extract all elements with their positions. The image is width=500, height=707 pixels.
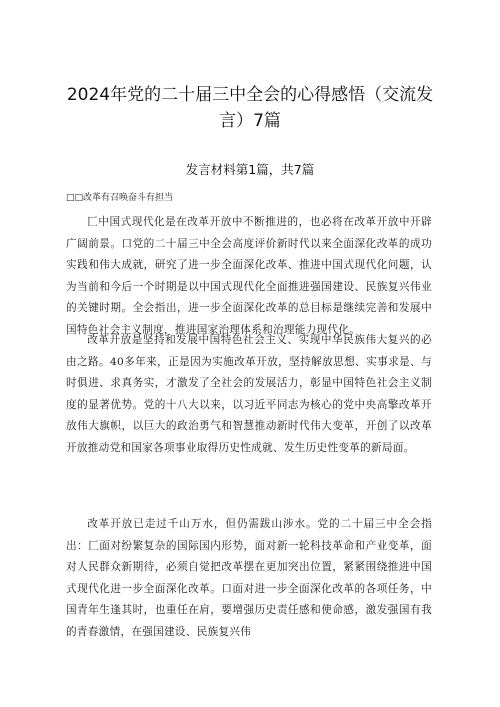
paragraph: 改革开放已走过千山万水，但仍需跋山涉水。党的二十届三中全会指出：匚面对纷繁复杂的国际国内形势，面对新一轮科技革命和产业变革，面对人民群众新期待，必须自觉把改革摆在更加突出位置，紧紧围绕推进中国式现代化进一步全面深化改革。口面对进一步全面深化改革的各项任务，中国青年生逢其时，也重任在肩，要增强历史责任感和使命感，激发强国有我的青春激情，在强国建设、民族复兴伟 [66,518,432,638]
paragraph: 改革开放是坚持和发展中国特色社会主义、实现中华民族伟大复兴的必由之路。40多年来，正是因为实施改革开放，坚持解放思想、实事求是、与时俱进、求真务实，才激发了全社会的发展活力，彰显中国特色社会主义制度的显著优势。党的十八大以来，以习近平同志为核心的党中央高擎改革开放伟大旗帜，以巨大的政治勇气和智慧推动新时代伟大变革，开创了以改革开放推动党和国家各项事业取得历史性成就、发生历史性变革的新局面。 [66,334,432,454]
document-subtitle: 发言材料第1篇，共7篇 [185,162,315,177]
paragraph: 匚中国式现代化是在改革开放中不断推进的，也必将在改革开放中开辟广阔前景。口党的二十届三中全会高度评价新时代以来全面深化改革的成功实践和伟大成就，研究了进一步全面深化改革、推进中国式现代化问题，认为当前和今后一个时期是以中国式现代化全面推进强国建设、民族复兴伟业的关键时期。全会指出，进一步全面深化改革的总目标是继续完善和发展中国特色社会主义制度，推进国家治理体系和治理能力现代化。 [66,216,432,336]
section-heading: □□改革有召唤奋斗有担当 [66,193,174,203]
document-title: 2024年党的二十届三中全会的心得感悟（交流发言）7篇 [66,85,434,131]
